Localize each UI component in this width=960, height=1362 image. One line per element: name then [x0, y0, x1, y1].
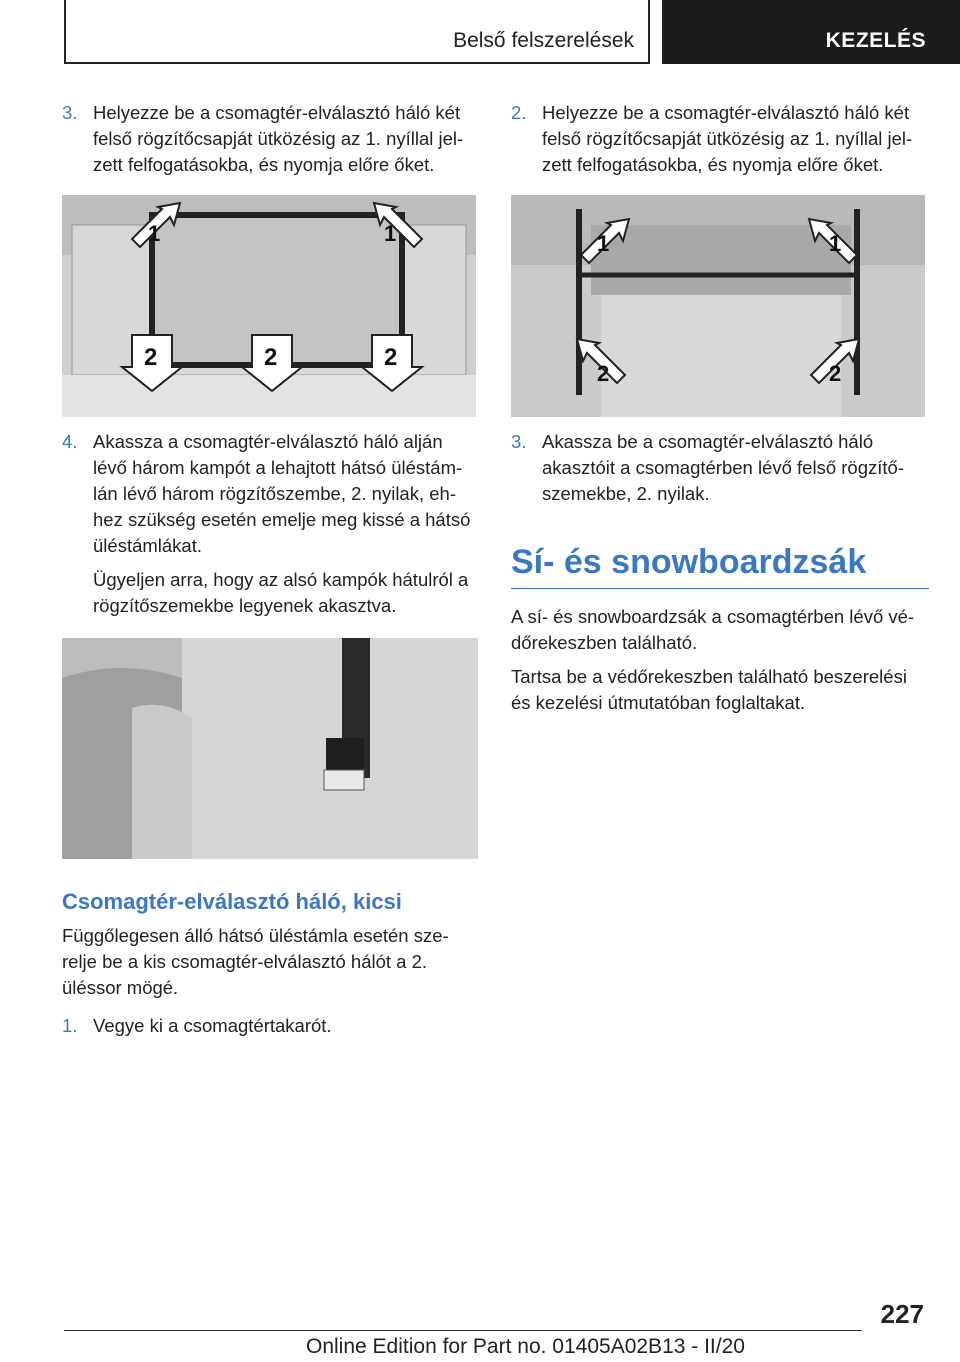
header-section-title: Belső felszerelések — [453, 29, 634, 52]
figure-illustration — [511, 195, 925, 417]
step-number: 2. — [511, 102, 527, 123]
step-number: 3. — [62, 102, 78, 123]
note-text: Ügyeljen arra, hogy az alsó kampók hátulról a rögzítőszemekbe legyenek akasztva. — [93, 569, 469, 616]
step-3-right — [511, 429, 929, 507]
step-number: 1. — [62, 1015, 78, 1036]
step-2-right — [511, 100, 929, 178]
step-3-left — [62, 100, 480, 178]
step-text: Helyezze be a csomagtér-elválasztó háló két felső rögzítőcsapját ütközésig az 1. nyíllal jel-zett felfogatásokba, és nyomja előre őket. — [93, 102, 464, 175]
step-text: Akassza a csomagtér-elválasztó háló alján lévő három kampót a lehajtott hátsó üléstám-lán lévő három rögzítőszembe, 2. nyilak, eh-hez szükség esetén emelje meg kissé a hátsó üléstámlákat. — [93, 431, 471, 556]
step-number: 4. — [62, 431, 78, 452]
section-intro: Függőlegesen álló hátsó üléstámla esetén sze-relje be a kis csomagtér-elválasztó hálót a 2. üléssor mögé. — [62, 925, 449, 998]
step-text: Akassza be a csomagtér-elválasztó háló akasztóit a csomagtérben lévő felső rögzítő-szemekbe, 2. nyilak. — [542, 431, 904, 504]
header-chapter-title: KEZELÉS — [825, 29, 926, 52]
left-column — [62, 100, 480, 1039]
header-chapter-box — [662, 0, 960, 64]
figure-label: 2 — [264, 344, 278, 371]
figure-label: 1 — [597, 231, 610, 256]
figure-label: 2 — [144, 344, 158, 371]
figure-hook-detail — [62, 638, 478, 859]
figure-label: 2 — [384, 344, 398, 371]
step-number: 3. — [511, 431, 527, 452]
section-heading-small-net: Csomagtér-elválasztó háló, kicsi — [62, 889, 402, 914]
page-number: 227 — [880, 1299, 924, 1329]
right-column — [511, 100, 929, 716]
header-section-box — [64, 0, 650, 64]
step-text: Helyezze be a csomagtér-elválasztó háló két felső rögzítőcsapját ütközésig az 1. nyíllal jel-zett felfogatásokba, és nyomja előre őket. — [542, 102, 913, 175]
step-4-left — [62, 429, 480, 559]
step-text: Vegye ki a csomagtértakarót. — [93, 1015, 332, 1036]
ski-bag-paragraph-2: Tartsa be a védőrekeszben található beszerelési és kezelési útmutatóban foglaltakat. — [511, 666, 907, 713]
step-1-left — [62, 1013, 480, 1039]
figure-label: 1 — [384, 221, 397, 246]
figure-label: 2 — [597, 361, 610, 386]
figure-label: 1 — [148, 221, 161, 246]
step-4-note — [62, 567, 480, 619]
figure-label: 1 — [829, 231, 842, 256]
figure-illustration — [62, 195, 476, 417]
section-heading-ski-bag: Sí- és snowboardzsák — [511, 543, 929, 589]
ski-bag-paragraph-1: A sí- és snowboardzsák a csomagtérben lévő vé-dőrekeszben található. — [511, 606, 915, 653]
figure-illustration — [62, 638, 478, 859]
figure-net-installation-rear — [511, 195, 925, 417]
figure-label: 2 — [829, 361, 842, 386]
edition-note: Online Edition for Part no. 01405A02B13 - II/20 — [306, 1335, 745, 1358]
footer-divider — [64, 1330, 862, 1331]
figure-net-installation-front — [62, 195, 476, 417]
